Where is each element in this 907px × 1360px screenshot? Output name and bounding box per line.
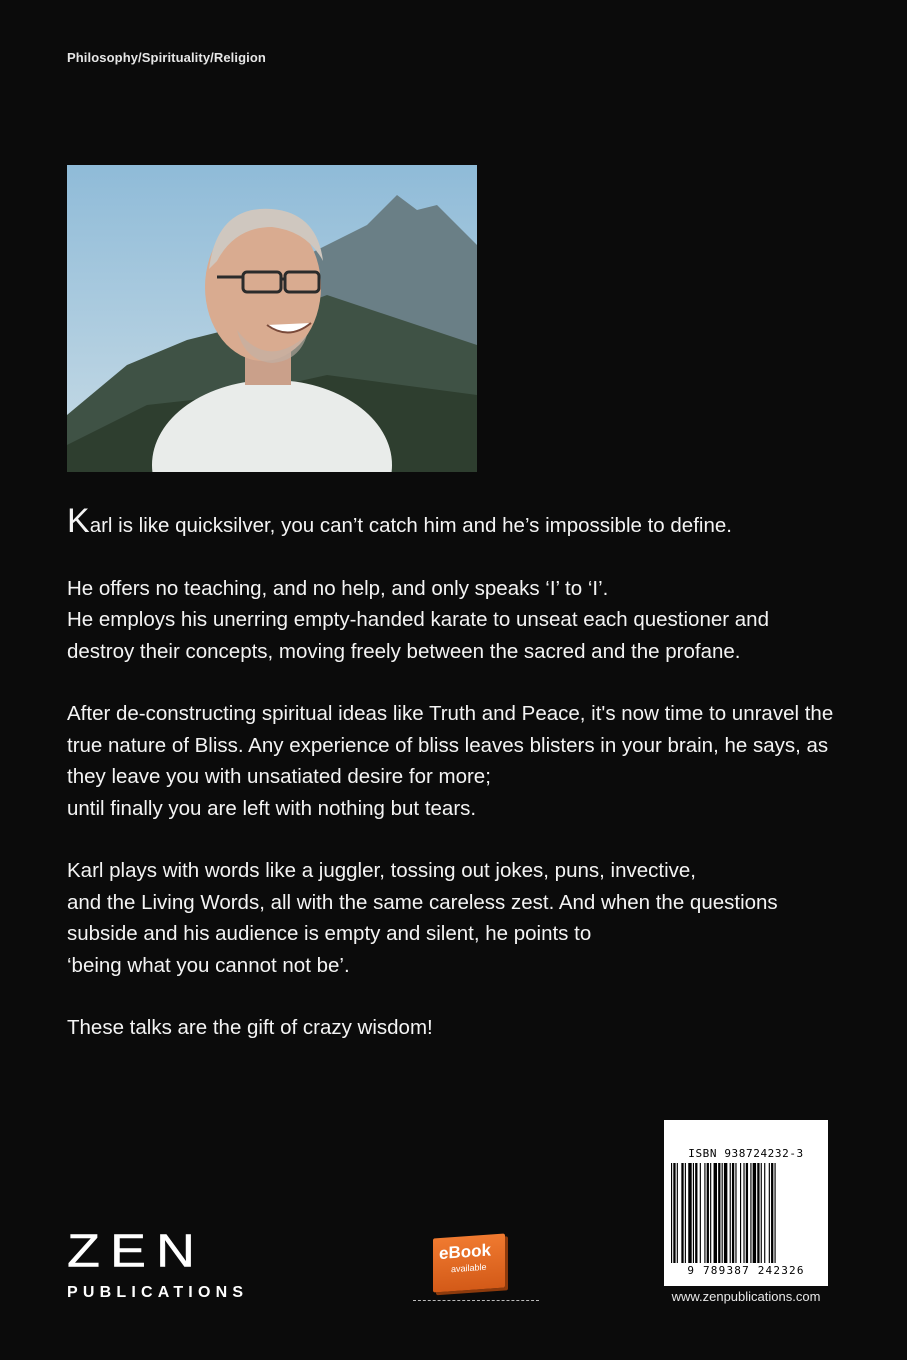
blurb-p3-line2: until finally you are left with nothing but tears. xyxy=(67,796,477,820)
blurb-p4-c: ‘being what you cannot not be’. xyxy=(67,953,350,977)
barcode-bar xyxy=(718,1163,720,1263)
barcode-bar xyxy=(677,1163,678,1263)
barcode-top-band xyxy=(664,1120,828,1143)
barcode-bar xyxy=(681,1163,683,1263)
barcode-bar xyxy=(707,1163,709,1263)
barcode-bar xyxy=(732,1163,734,1263)
barcode-bar xyxy=(771,1163,773,1263)
barcode-bars xyxy=(671,1163,821,1263)
publisher-logo xyxy=(67,1225,287,1308)
author-photo xyxy=(67,165,477,472)
isbn-barcode xyxy=(664,1120,828,1286)
blurb-text xyxy=(67,502,837,1075)
blurb-paragraph-3 xyxy=(67,698,837,824)
blurb-p4-b: and the Living Words, all with the same careless zest. And when the questions subside and his audience is empty and silent, he points to xyxy=(67,890,778,945)
blurb-paragraph-4 xyxy=(67,855,837,981)
category-label: Philosophy/Spirituality/Religion xyxy=(67,50,266,65)
barcode-bar xyxy=(710,1163,711,1263)
barcode-bar xyxy=(735,1163,736,1263)
barcode-bar xyxy=(671,1163,672,1263)
barcode-bar xyxy=(757,1163,759,1263)
blurb-paragraph-1 xyxy=(67,502,837,542)
blurb-p3-text: After de-constructing spiritual ideas like Truth and Peace, it's now time to unravel the true nature of Bliss. Any experience of bliss leaves blisters in your brain, he says, as they leave you with unsatiated desire for more; xyxy=(67,702,834,788)
isbn-label: ISBN 938724232-3 xyxy=(688,1147,804,1160)
barcode-bar xyxy=(724,1163,727,1263)
barcode-bar xyxy=(685,1163,686,1263)
blurb-paragraph-5: These talks are the gift of crazy wisdom! xyxy=(67,1016,433,1039)
barcode-bar xyxy=(730,1163,731,1263)
ebook-icon xyxy=(433,1233,505,1292)
barcode-bar xyxy=(740,1163,741,1263)
barcode-bar xyxy=(746,1163,748,1263)
barcode-bar xyxy=(750,1163,751,1263)
blurb-p1-text: arl is like quicksilver, you can’t catch him and he’s impossible to define. xyxy=(89,514,732,537)
ebook-dashed-line xyxy=(413,1300,539,1301)
blurb-p4-a: Karl plays with words like a juggler, tossing out jokes, puns, invective, xyxy=(67,859,696,882)
barcode-bar xyxy=(673,1163,675,1263)
barcode-bar xyxy=(761,1163,762,1263)
publisher-website: www.zenpublications.com xyxy=(671,1289,821,1304)
blurb-p2-line2: He employs his unerring empty-handed karate to unseat each questioner and destroy their concepts, moving freely between the sacred and the profane. xyxy=(67,608,769,663)
ebook-badge xyxy=(413,1228,539,1306)
barcode-bar xyxy=(714,1163,717,1263)
barcode-bar xyxy=(753,1163,756,1263)
blurb-p2-line1: He offers no teaching, and no help, and only speaks ‘I’ to ‘I’. xyxy=(67,576,609,600)
drop-cap: K xyxy=(67,502,90,540)
barcode-bar xyxy=(764,1163,765,1263)
barcode-bar xyxy=(743,1163,744,1263)
barcode-bar xyxy=(704,1163,705,1263)
barcode-bar xyxy=(722,1163,723,1263)
barcode-bar xyxy=(693,1163,694,1263)
ebook-subtitle: available xyxy=(451,1261,487,1275)
ean-digits: 9 789387 242326 xyxy=(687,1264,805,1277)
publisher-logo-sub: PUBLICATIONS xyxy=(67,1284,249,1301)
barcode-bar xyxy=(695,1163,697,1263)
barcode-bar xyxy=(688,1163,691,1263)
barcode-bar xyxy=(769,1163,770,1263)
publisher-logo-word: ZEN xyxy=(67,1225,205,1277)
barcode-bar xyxy=(775,1163,776,1263)
barcode-bar xyxy=(700,1163,701,1263)
blurb-paragraph-2 xyxy=(67,573,837,668)
ebook-title: eBook xyxy=(439,1240,491,1264)
